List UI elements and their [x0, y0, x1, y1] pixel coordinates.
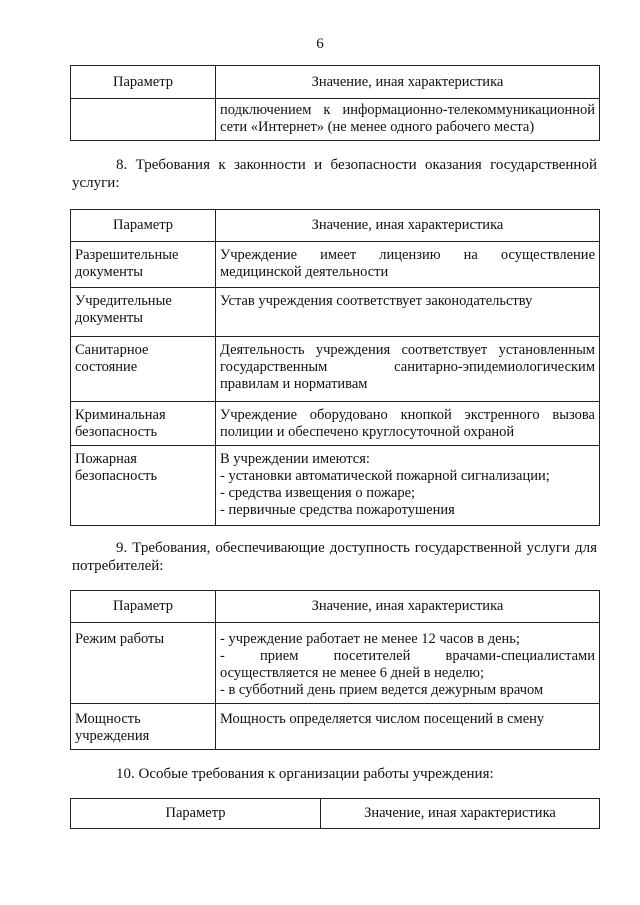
section8-line1: 8. Требования к законности и безопасности оказания государственной [116, 157, 597, 173]
value-cell [216, 704, 600, 750]
header-value: Значение, иная характеристика [216, 66, 600, 99]
section9-line2: потребителей: [72, 558, 164, 574]
value-line: государственным санитарно-эпидемиологическим [220, 359, 595, 375]
table-cell-value [216, 99, 600, 141]
value-line: - учреждение работает не менее 12 часов в день; [220, 631, 520, 647]
table-row [71, 704, 600, 750]
param-line: Режим работы [75, 631, 165, 647]
continuation-table [70, 65, 600, 141]
param-line: Учредительные [75, 293, 172, 309]
header-param: Параметр [71, 210, 216, 242]
param-line: Санитарное [75, 342, 149, 358]
section10-line1: 10. Особые требования к организации работы учреждения: [116, 766, 494, 782]
param-line: Пожарная [75, 451, 137, 467]
header-param: Параметр [71, 66, 216, 99]
value-cell [216, 402, 600, 446]
table-row [71, 446, 600, 526]
param-line: документы [75, 264, 143, 280]
table-row [71, 402, 600, 446]
value-line: В учреждении имеются: [220, 451, 370, 467]
value-line: - первичные средства пожаротушения [220, 502, 455, 518]
value-line: осуществляется не менее 6 дней в неделю; [220, 665, 484, 681]
param-cell [71, 704, 216, 750]
value-line: полиции и обеспечено круглосуточной охраной [220, 424, 515, 440]
section9-heading [72, 539, 597, 575]
value-cell [216, 288, 600, 337]
value-cell [216, 446, 600, 526]
value-cell [216, 337, 600, 402]
value-cell [216, 623, 600, 704]
cell-line: сети «Интернет» (не менее одного рабочего места) [220, 119, 535, 135]
param-cell [71, 402, 216, 446]
param-cell [71, 623, 216, 704]
value-line: - прием посетителей врачами-специалистами [220, 648, 595, 664]
param-line: учреждения [75, 728, 150, 744]
value-line: Мощность определяется числом посещений в смену [220, 711, 545, 727]
value-cell [216, 242, 600, 288]
param-line: документы [75, 310, 143, 326]
table-row [71, 337, 600, 402]
table-cell-empty [71, 99, 216, 141]
header-value: Значение, иная характеристика [321, 799, 600, 829]
section8-table [70, 209, 600, 526]
value-line: Деятельность учреждения соответствует установленным [220, 342, 595, 358]
param-cell [71, 446, 216, 526]
param-line: Мощность [75, 711, 141, 727]
value-line: медицинской деятельности [220, 264, 389, 280]
param-cell [71, 288, 216, 337]
section8-line2: услуги: [72, 175, 120, 191]
param-line: состояние [75, 359, 138, 375]
param-line: Криминальная [75, 407, 166, 423]
section8-heading [72, 156, 597, 192]
param-line: безопасность [75, 468, 158, 484]
header-value: Значение, иная характеристика [216, 591, 600, 623]
table-row [71, 623, 600, 704]
header-param: Параметр [71, 591, 216, 623]
param-line: безопасность [75, 424, 158, 440]
value-line: Учреждение имеет лицензию на осуществление [220, 247, 595, 263]
section10-table [70, 798, 600, 829]
value-line: Устав учреждения соответствует законодательству [220, 293, 533, 309]
value-line: - в субботний день прием ведется дежурным врачом [220, 682, 544, 698]
page-number: 6 [316, 36, 324, 52]
header-value: Значение, иная характеристика [216, 210, 600, 242]
section9-line1: 9. Требования, обеспечивающие доступность государственной услуги для [116, 540, 597, 556]
section10-heading [72, 765, 597, 783]
header-param: Параметр [71, 799, 321, 829]
cell-line: подключением к информационно-телекоммуникационной [220, 102, 595, 118]
param-cell [71, 242, 216, 288]
value-line: - установки автоматической пожарной сигнализации; [220, 468, 550, 484]
value-line: правилам и нормативам [220, 376, 368, 392]
table-row [71, 288, 600, 337]
value-line: Учреждение оборудовано кнопкой экстренного вызова [220, 407, 595, 423]
param-cell [71, 337, 216, 402]
section9-table [70, 590, 600, 750]
table-row [71, 242, 600, 288]
param-line: Разрешительные [75, 247, 179, 263]
value-line: - средства извещения о пожаре; [220, 485, 416, 501]
